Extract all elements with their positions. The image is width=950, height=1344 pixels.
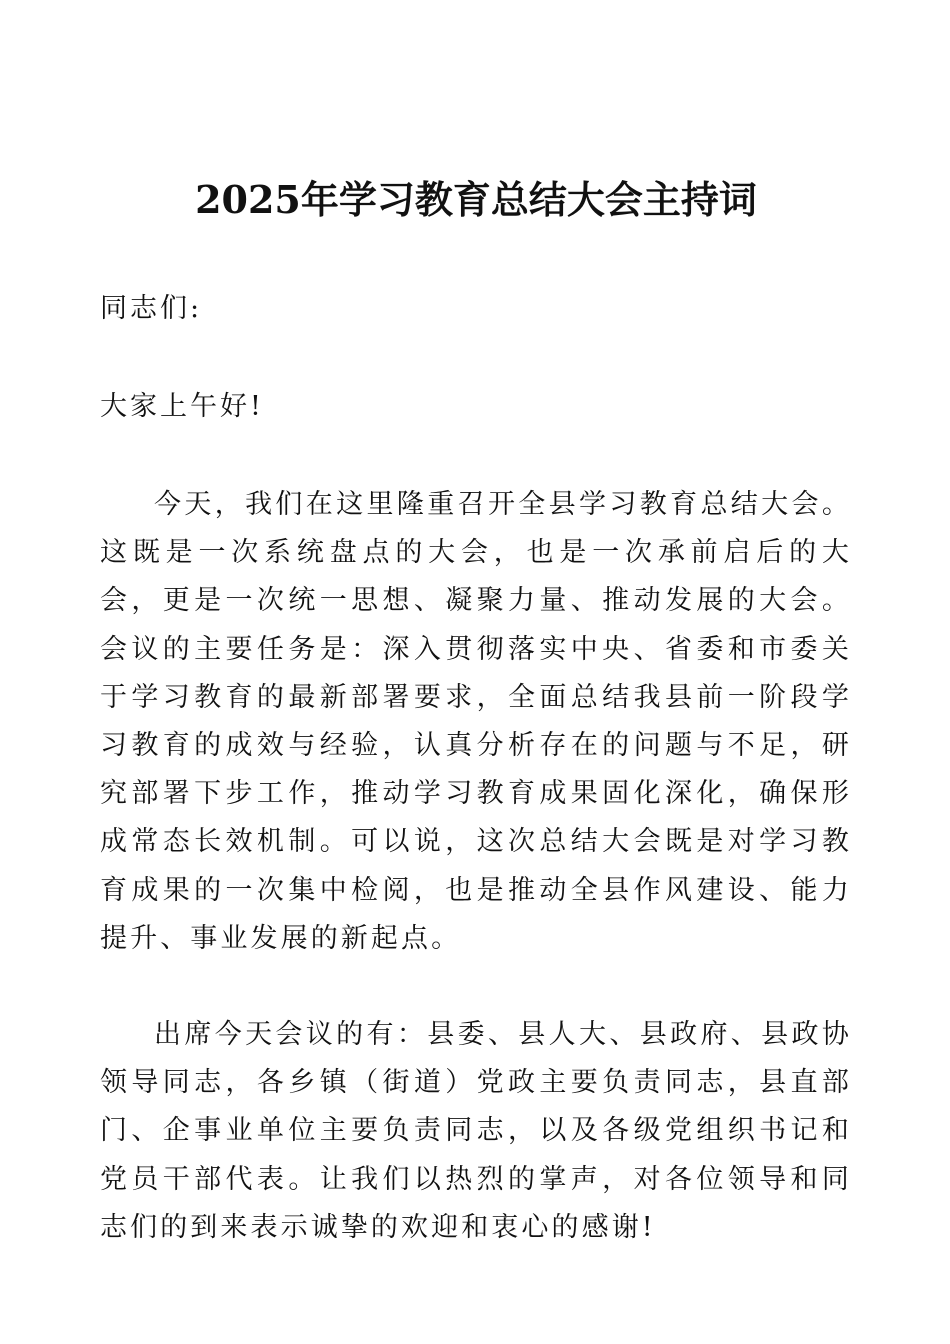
paragraph-attendees: 出席今天会议的有：县委、县人大、县政府、县政协领导同志，各乡镇（街道）党政主要负责同志，县直部门、企事业单位主要负责同志，以及各级党组织书记和党员干部代表。让我们以热烈的掌声，对各位领导和同志们的到来表示诚挚的欢迎和衷心的感谢! [100, 1019, 852, 1243]
paragraph-opening: 今天，我们在这里隆重召开全县学习教育总结大会。这既是一次系统盘点的大会，也是一次承前启后的大会，更是一次统一思想、凝聚力量、推动发展的大会。会议的主要任务是：深入贯彻落实中央、省委和市委关于学习教育的最新部署要求，全面总结我县前一阶段学习教育的成效与经验，认真分析存在的问题与不足，研究部署下步工作，推动学习教育成果固化深化，确保形成常态长效机制。可以说，这次总结大会既是对学习教育成果的一次集中检阅，也是推动全县作风建设、能力提升、事业发展的新起点。 [100, 489, 852, 954]
greeting: 大家上午好! [100, 391, 264, 422]
salutation: 同志们: [100, 293, 203, 324]
document-title: 2025年学习教育总结大会主持词 [195, 177, 757, 222]
